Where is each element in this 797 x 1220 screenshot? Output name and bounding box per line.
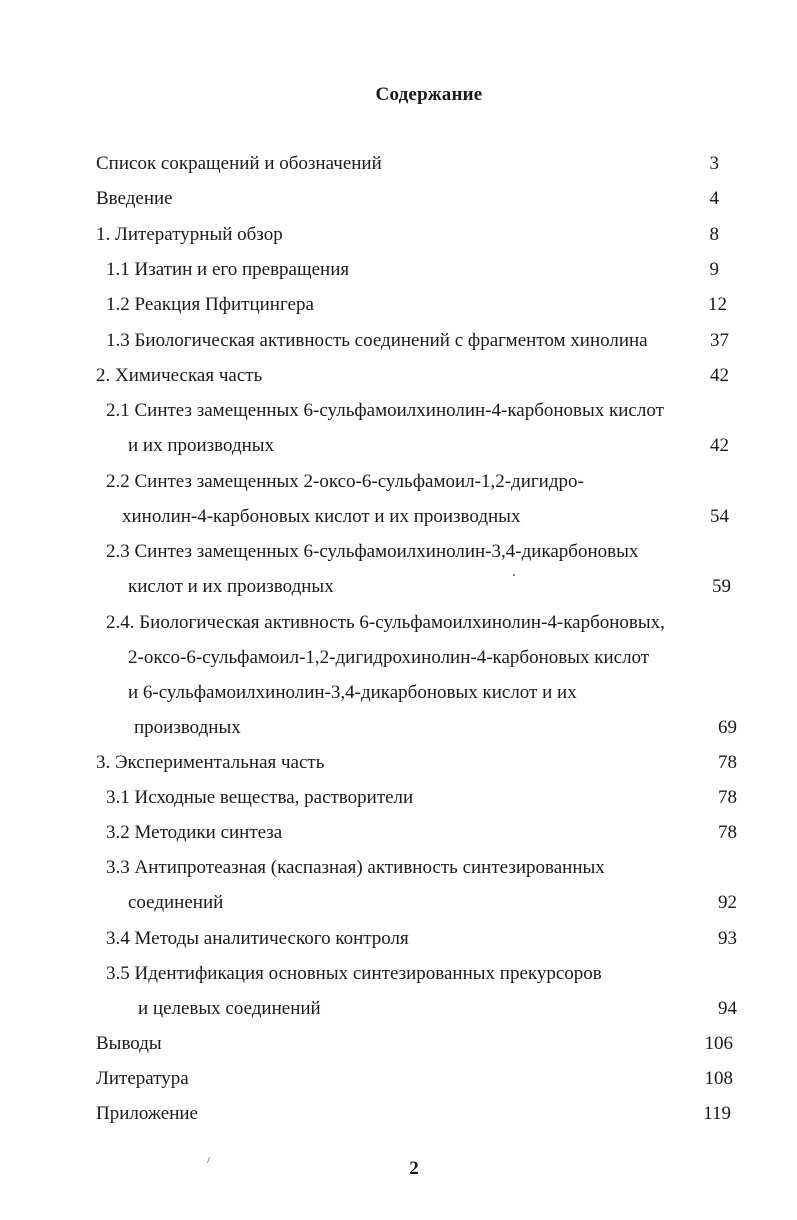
toc-entry-literature: Литература <box>96 1068 189 1089</box>
toc-page-appendix: 119 <box>703 1103 731 1124</box>
toc-page-section-3-4: 93 <box>718 928 737 949</box>
toc-entry-section-3: 3. Экспериментальная часть <box>96 752 325 773</box>
toc-page-conclusions: 106 <box>704 1033 733 1054</box>
toc-page-section-3-5: 94 <box>718 998 737 1019</box>
toc-page-introduction: 4 <box>709 188 719 209</box>
toc-entry-section-3-3-line2: соединений <box>128 892 224 913</box>
toc-entry-abbreviations: Список сокращений и обозначений <box>96 153 382 174</box>
toc-page-section-1-1: 9 <box>709 259 719 280</box>
toc-entry-section-2: 2. Химическая часть <box>96 365 263 386</box>
toc-entry-section-1-3: 1.3 Биологическая активность соединений с фрагментом хинолина <box>106 330 648 351</box>
toc-entry-introduction: Введение <box>96 188 173 209</box>
toc-page-section-2-3: 59 <box>712 576 731 597</box>
toc-entry-section-1-1: 1.1 Изатин и его превращения <box>106 259 350 280</box>
toc-entry-appendix: Приложение <box>96 1103 198 1124</box>
toc-page-section-1-2: 12 <box>708 294 727 315</box>
toc-page-section-1-3: 37 <box>710 330 729 351</box>
toc-entry-section-2-1-line1: 2.1 Синтез замещенных 6-сульфамоилхинолин-4-карбоновых кислот <box>106 400 664 421</box>
toc-page-section-2-1: 42 <box>710 435 729 456</box>
toc-page-section-3-3: 92 <box>718 892 737 913</box>
toc-entry-section-2-1-line2: и их производных <box>128 435 275 456</box>
toc-entry-section-3-2: 3.2 Методики синтеза <box>106 822 283 843</box>
toc-page-section-2-4: 69 <box>718 717 737 738</box>
toc-page-section-3: 78 <box>718 752 737 773</box>
page-title: Содержание <box>375 84 483 105</box>
toc-page-abbreviations: 3 <box>709 153 719 174</box>
toc-page-section-2-2: 54 <box>710 506 729 527</box>
toc-entry-section-3-1: 3.1 Исходные вещества, растворители <box>106 787 414 808</box>
toc-entry-section-1: 1. Литературный обзор <box>96 224 283 245</box>
toc-entry-section-3-4: 3.4 Методы аналитического контроля <box>106 928 409 949</box>
toc-entry-section-2-4-line1: 2.4. Биологическая активность 6-сульфамоилхинолин-4-карбоновых, <box>106 612 665 633</box>
toc-page-section-3-2: 78 <box>718 822 737 843</box>
toc-entry-section-2-4-line3: и 6-сульфамоилхинолин-3,4-дикарбоновых кислот и их <box>128 682 577 703</box>
toc-page-section-2: 42 <box>710 365 729 386</box>
toc-entry-section-1-2: 1.2 Реакция Пфитцингера <box>106 294 314 315</box>
toc-entry-section-2-4-line4: производных <box>134 717 241 738</box>
page-number: 2 <box>409 1158 419 1179</box>
toc-page-section-1: 8 <box>709 224 719 245</box>
toc-page-literature: 108 <box>704 1068 733 1089</box>
toc-entry-conclusions: Выводы <box>96 1033 162 1054</box>
toc-entry-section-2-3-line1: 2.3 Синтез замещенных 6-сульфамоилхинолин-3,4-дикарбоновых <box>106 541 639 562</box>
scan-speck <box>513 574 515 576</box>
toc-entry-section-2-2-line2: хинолин-4-карбоновых кислот и их производных <box>122 506 521 527</box>
toc-entry-section-3-3-line1: 3.3 Антипротеазная (каспазная) активность синтезированных <box>106 857 605 878</box>
toc-entry-section-3-5-line1: 3.5 Идентификация основных синтезированных прекурсоров <box>106 963 602 984</box>
toc-entry-section-2-2-line1: 2.2 Синтез замещенных 2-оксо-6-сульфамоил-1,2-дигидро- <box>106 471 584 492</box>
toc-entry-section-3-5-line2: и целевых соединений <box>138 998 321 1019</box>
toc-page-section-3-1: 78 <box>718 787 737 808</box>
toc-entry-section-2-3-line2: кислот и их производных <box>128 576 334 597</box>
toc-entry-section-2-4-line2: 2-оксо-6-сульфамоил-1,2-дигидрохинолин-4-карбоновых кислот <box>128 647 650 668</box>
